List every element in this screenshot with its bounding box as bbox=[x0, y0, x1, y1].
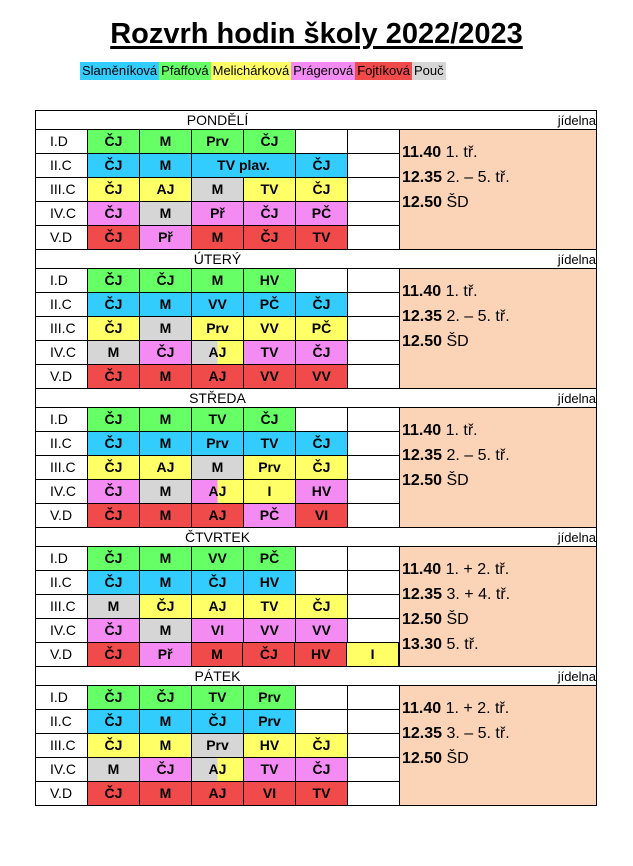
lunch-times bbox=[399, 269, 596, 389]
lunch-group: 1. + 2. tř. bbox=[445, 561, 510, 578]
class-row bbox=[36, 408, 399, 432]
lesson-cell: M bbox=[140, 432, 192, 455]
lesson-cell: VI bbox=[244, 782, 296, 805]
class-label: I.D bbox=[36, 269, 88, 292]
teacher-legend bbox=[80, 62, 446, 80]
class-label: II.C bbox=[36, 432, 88, 455]
lunch-group: 5. tř. bbox=[446, 636, 479, 653]
lesson-cell: M bbox=[140, 571, 192, 594]
lesson-cell: VV bbox=[244, 317, 296, 340]
class-row bbox=[36, 202, 399, 226]
lunch-time: 11.40 bbox=[402, 700, 442, 717]
lunch-times bbox=[399, 547, 596, 667]
lesson-cell: ČJ bbox=[88, 734, 140, 757]
lunch-group: 1. tř. bbox=[445, 283, 478, 300]
legend-item: Slaměníková bbox=[82, 63, 158, 78]
lesson-cell: ČJ bbox=[88, 480, 140, 503]
class-row bbox=[36, 341, 399, 365]
day-header bbox=[36, 250, 596, 269]
title-text: Rozvrh hodin školy 2022/2023 bbox=[110, 18, 523, 50]
lesson-cell: VI bbox=[296, 504, 348, 527]
day-block bbox=[36, 250, 596, 389]
lunch-group: 2. – 5. tř. bbox=[446, 308, 510, 325]
lunch-time: 12.35 bbox=[402, 447, 443, 464]
legend-item: Fojtíková bbox=[357, 63, 410, 78]
lunch-time-line bbox=[402, 721, 596, 746]
lesson-cell: ČJ bbox=[296, 341, 348, 364]
lesson-cell: ČJ bbox=[88, 456, 140, 479]
lesson-cell: TV bbox=[244, 432, 296, 455]
legend-item: Pouč bbox=[413, 63, 444, 78]
lunch-group: 1. tř. bbox=[445, 144, 478, 161]
lunch-time-line bbox=[402, 632, 596, 657]
lunch-time-line bbox=[402, 190, 596, 215]
lunch-times bbox=[399, 408, 596, 528]
lesson-cell: AJ bbox=[140, 456, 192, 479]
lesson-cell: VV bbox=[296, 365, 348, 388]
lesson-cell: ČJ bbox=[88, 643, 140, 666]
lesson-cell: AJ bbox=[192, 480, 244, 503]
lesson-cell: VV bbox=[192, 547, 244, 570]
lesson-cell: HV bbox=[244, 269, 296, 292]
day-header bbox=[36, 667, 596, 686]
lesson-cell: ČJ bbox=[296, 178, 348, 201]
lesson-cell: AJ bbox=[140, 178, 192, 201]
lesson-cell: Prv bbox=[244, 456, 296, 479]
lunch-group: ŠD bbox=[446, 333, 469, 350]
lesson-cell: PČ bbox=[296, 202, 348, 225]
lesson-cell: M bbox=[88, 341, 140, 364]
lesson-cell: ČJ bbox=[140, 341, 192, 364]
jidelna-label: jídelna bbox=[557, 530, 596, 545]
lesson-cell: M bbox=[140, 130, 192, 153]
lesson-cell: HV bbox=[244, 571, 296, 594]
lunch-time-line bbox=[402, 582, 596, 607]
lesson-cell bbox=[296, 547, 348, 570]
lunch-time: 12.35 bbox=[402, 308, 443, 325]
lesson-cell: Prv bbox=[192, 734, 244, 757]
class-label: IV.C bbox=[36, 341, 88, 364]
lesson-cell: M bbox=[192, 456, 244, 479]
lesson-cell: ČJ bbox=[88, 782, 140, 805]
lesson-cell: VV bbox=[296, 619, 348, 642]
day-name: ČTVRTEK bbox=[184, 529, 251, 545]
lunch-time-line bbox=[402, 696, 596, 721]
lesson-cell: ČJ bbox=[88, 130, 140, 153]
class-label: V.D bbox=[36, 643, 88, 666]
day-block bbox=[36, 667, 596, 805]
lesson-cell: ČJ bbox=[296, 734, 348, 757]
lunch-time-line bbox=[402, 304, 596, 329]
class-row bbox=[36, 782, 399, 805]
class-label: IV.C bbox=[36, 480, 88, 503]
lesson-cell bbox=[296, 269, 348, 292]
lesson-cell: ČJ bbox=[88, 154, 140, 177]
class-row bbox=[36, 734, 399, 758]
lesson-cell: ČJ bbox=[296, 432, 348, 455]
lesson-cell: Prv bbox=[244, 686, 296, 709]
lesson-cell: Prv bbox=[244, 710, 296, 733]
lunch-time: 11.40 bbox=[402, 422, 442, 439]
lesson-cell: HV bbox=[244, 734, 296, 757]
lesson-cell: ČJ bbox=[140, 595, 192, 618]
lesson-cell: AJ bbox=[192, 504, 244, 527]
lesson-cell: Prv bbox=[192, 130, 244, 153]
lesson-cell: ČJ bbox=[88, 432, 140, 455]
lesson-cell: Př bbox=[140, 643, 192, 666]
lesson-cell: TV plav. bbox=[192, 154, 296, 177]
lesson-cell: HV bbox=[295, 643, 347, 666]
lesson-cell: M bbox=[192, 178, 244, 201]
lesson-cell: M bbox=[140, 317, 192, 340]
lesson-cell: M bbox=[140, 154, 192, 177]
lesson-cell: M bbox=[140, 619, 192, 642]
lesson-cell bbox=[296, 686, 348, 709]
lesson-cell: VV bbox=[244, 619, 296, 642]
lesson-cell: HV bbox=[296, 480, 348, 503]
day-header bbox=[36, 528, 596, 547]
lesson-cell: VV bbox=[192, 293, 244, 316]
lesson-cell: M bbox=[192, 269, 244, 292]
class-row bbox=[36, 686, 399, 710]
lesson-cell: M bbox=[88, 758, 140, 781]
lesson-cell: M bbox=[140, 408, 192, 431]
lesson-cell: ČJ bbox=[244, 202, 296, 225]
class-row bbox=[36, 595, 399, 619]
class-label: V.D bbox=[36, 504, 88, 527]
lunch-group: ŠD bbox=[446, 611, 469, 628]
class-label: III.C bbox=[36, 595, 88, 618]
lesson-cell: ČJ bbox=[88, 178, 140, 201]
lesson-cell: ČJ bbox=[192, 710, 244, 733]
lunch-time: 12.35 bbox=[402, 169, 443, 186]
day-name: STŘEDA bbox=[189, 390, 246, 406]
lesson-cell: TV bbox=[244, 595, 296, 618]
lesson-cell: ČJ bbox=[243, 643, 295, 666]
class-label: II.C bbox=[36, 293, 88, 316]
lunch-time: 13.30 bbox=[402, 636, 443, 653]
lesson-cell: AJ bbox=[192, 595, 244, 618]
lesson-cell: ČJ bbox=[88, 547, 140, 570]
class-label: I.D bbox=[36, 130, 88, 153]
class-row bbox=[36, 178, 399, 202]
lunch-group: ŠD bbox=[446, 750, 469, 767]
lesson-cell: ČJ bbox=[244, 408, 296, 431]
lesson-cell: I bbox=[347, 643, 399, 666]
lesson-cell: AJ bbox=[192, 365, 244, 388]
class-row bbox=[36, 317, 399, 341]
lunch-group: ŠD bbox=[446, 194, 469, 211]
lesson-cell: M bbox=[140, 202, 192, 225]
class-row bbox=[36, 758, 399, 782]
day-name: PÁTEK bbox=[194, 668, 241, 684]
class-row bbox=[36, 643, 399, 667]
lunch-group: 3. + 4. tř. bbox=[446, 586, 511, 603]
lesson-cell: ČJ bbox=[88, 202, 140, 225]
legend-item: Prágerová bbox=[293, 63, 354, 78]
lesson-cell bbox=[296, 710, 348, 733]
lesson-cell: Př bbox=[192, 202, 244, 225]
page-title bbox=[0, 18, 633, 51]
lesson-cell: M bbox=[192, 226, 244, 249]
lunch-time-line bbox=[402, 746, 596, 771]
jidelna-label: jídelna bbox=[557, 669, 596, 684]
class-row bbox=[36, 293, 399, 317]
lunch-time: 12.35 bbox=[402, 586, 443, 603]
day-block bbox=[36, 389, 596, 528]
lunch-time-line bbox=[402, 468, 596, 493]
lesson-cell: Prv bbox=[192, 432, 244, 455]
lunch-time: 12.50 bbox=[402, 472, 443, 489]
lesson-cell: TV bbox=[296, 782, 348, 805]
lesson-cell bbox=[296, 408, 348, 431]
lunch-time-line bbox=[402, 165, 596, 190]
lunch-time: 12.50 bbox=[402, 611, 443, 628]
lesson-cell: ČJ bbox=[88, 269, 140, 292]
lesson-cell: ČJ bbox=[88, 226, 140, 249]
lesson-cell: ČJ bbox=[140, 758, 192, 781]
legend-item: Melichárková bbox=[212, 63, 290, 78]
class-label: II.C bbox=[36, 710, 88, 733]
lesson-cell bbox=[296, 130, 348, 153]
legend-item: Pfaffová bbox=[161, 63, 209, 78]
lesson-cell: ČJ bbox=[88, 408, 140, 431]
lunch-time-line bbox=[402, 329, 596, 354]
lunch-time-line bbox=[402, 418, 596, 443]
jidelna-label: jídelna bbox=[557, 113, 596, 128]
lunch-group: 3. – 5. tř. bbox=[446, 725, 510, 742]
lesson-cell: TV bbox=[244, 178, 296, 201]
day-header bbox=[36, 389, 596, 408]
lesson-cell: ČJ bbox=[296, 456, 348, 479]
lunch-time-line bbox=[402, 279, 596, 304]
lesson-cell: VV bbox=[244, 365, 296, 388]
lunch-group: 1. + 2. tř. bbox=[445, 700, 510, 717]
lesson-cell: Př bbox=[140, 226, 192, 249]
lunch-group: 1. tř. bbox=[445, 422, 478, 439]
class-label: V.D bbox=[36, 226, 88, 249]
class-label: IV.C bbox=[36, 758, 88, 781]
lesson-cell: TV bbox=[244, 758, 296, 781]
lunch-time: 12.50 bbox=[402, 750, 443, 767]
lunch-group: ŠD bbox=[446, 472, 469, 489]
lunch-time-line bbox=[402, 557, 596, 582]
lunch-time-line bbox=[402, 607, 596, 632]
lesson-cell: ČJ bbox=[192, 571, 244, 594]
lesson-cell: PČ bbox=[244, 293, 296, 316]
lunch-time: 12.35 bbox=[402, 725, 443, 742]
lesson-cell bbox=[296, 571, 348, 594]
class-label: II.C bbox=[36, 571, 88, 594]
jidelna-label: jídelna bbox=[557, 252, 596, 267]
class-label: I.D bbox=[36, 547, 88, 570]
lunch-times bbox=[399, 130, 596, 250]
class-row bbox=[36, 547, 399, 571]
class-label: III.C bbox=[36, 178, 88, 201]
lesson-cell: ČJ bbox=[140, 686, 192, 709]
lesson-cell: ČJ bbox=[88, 293, 140, 316]
class-label: III.C bbox=[36, 456, 88, 479]
lesson-cell: ČJ bbox=[296, 293, 348, 316]
lesson-cell: ČJ bbox=[244, 226, 296, 249]
lesson-cell: ČJ bbox=[244, 130, 296, 153]
lesson-cell: AJ bbox=[192, 341, 244, 364]
lesson-cell: VI bbox=[192, 619, 244, 642]
day-name: PONDĚLÍ bbox=[186, 112, 249, 128]
class-label: I.D bbox=[36, 408, 88, 431]
lesson-cell: M bbox=[140, 480, 192, 503]
lunch-time-line bbox=[402, 140, 596, 165]
schedule-table bbox=[35, 110, 597, 806]
lesson-cell: TV bbox=[192, 686, 244, 709]
lesson-cell: TV bbox=[244, 341, 296, 364]
lesson-cell: PČ bbox=[296, 317, 348, 340]
jidelna-label: jídelna bbox=[557, 391, 596, 406]
lesson-cell: ČJ bbox=[296, 595, 348, 618]
class-row bbox=[36, 571, 399, 595]
lesson-cell: M bbox=[140, 504, 192, 527]
class-row bbox=[36, 226, 399, 250]
lesson-cell: M bbox=[140, 365, 192, 388]
lunch-time: 12.50 bbox=[402, 333, 443, 350]
day-block bbox=[36, 111, 596, 250]
lesson-cell: ČJ bbox=[88, 686, 140, 709]
lesson-cell: AJ bbox=[192, 758, 244, 781]
lesson-cell: M bbox=[140, 710, 192, 733]
lesson-cell: M bbox=[140, 293, 192, 316]
lunch-time: 11.40 bbox=[402, 283, 442, 300]
lunch-group: 2. – 5. tř. bbox=[446, 447, 510, 464]
lesson-cell: ČJ bbox=[88, 571, 140, 594]
lunch-group: 2. – 5. tř. bbox=[446, 169, 510, 186]
lesson-cell: ČJ bbox=[88, 504, 140, 527]
lesson-cell: M bbox=[140, 782, 192, 805]
class-label: V.D bbox=[36, 782, 88, 805]
lunch-time: 12.50 bbox=[402, 194, 443, 211]
class-row bbox=[36, 504, 399, 528]
lesson-cell: ČJ bbox=[140, 269, 192, 292]
class-label: II.C bbox=[36, 154, 88, 177]
lesson-cell: M bbox=[192, 643, 244, 666]
lesson-cell: M bbox=[88, 595, 140, 618]
class-label: IV.C bbox=[36, 202, 88, 225]
class-row bbox=[36, 456, 399, 480]
lesson-cell: M bbox=[140, 547, 192, 570]
lunch-time: 11.40 bbox=[402, 561, 442, 578]
class-label: III.C bbox=[36, 317, 88, 340]
lesson-cell: PČ bbox=[244, 547, 296, 570]
lunch-time: 11.40 bbox=[402, 144, 442, 161]
lesson-cell: ČJ bbox=[88, 710, 140, 733]
lesson-cell: ČJ bbox=[88, 317, 140, 340]
class-row bbox=[36, 619, 399, 643]
class-row bbox=[36, 269, 399, 293]
day-header bbox=[36, 111, 596, 130]
lesson-cell: PČ bbox=[244, 504, 296, 527]
class-row bbox=[36, 365, 399, 389]
class-label: III.C bbox=[36, 734, 88, 757]
day-name: ÚTERÝ bbox=[193, 251, 242, 267]
class-label: IV.C bbox=[36, 619, 88, 642]
lesson-cell: TV bbox=[192, 408, 244, 431]
lesson-cell: ČJ bbox=[88, 619, 140, 642]
lesson-cell: M bbox=[140, 734, 192, 757]
lesson-cell: Prv bbox=[192, 317, 244, 340]
class-row bbox=[36, 710, 399, 734]
lesson-cell: TV bbox=[296, 226, 348, 249]
lesson-cell: I bbox=[244, 480, 296, 503]
class-row bbox=[36, 154, 399, 178]
lesson-cell: ČJ bbox=[296, 154, 348, 177]
lesson-cell: ČJ bbox=[88, 365, 140, 388]
lunch-time-line bbox=[402, 443, 596, 468]
class-label: V.D bbox=[36, 365, 88, 388]
lesson-cell: AJ bbox=[192, 782, 244, 805]
day-block bbox=[36, 528, 596, 667]
lunch-times bbox=[399, 686, 596, 805]
class-label: I.D bbox=[36, 686, 88, 709]
class-row bbox=[36, 432, 399, 456]
class-row bbox=[36, 130, 399, 154]
lesson-cell: ČJ bbox=[296, 758, 348, 781]
class-row bbox=[36, 480, 399, 504]
